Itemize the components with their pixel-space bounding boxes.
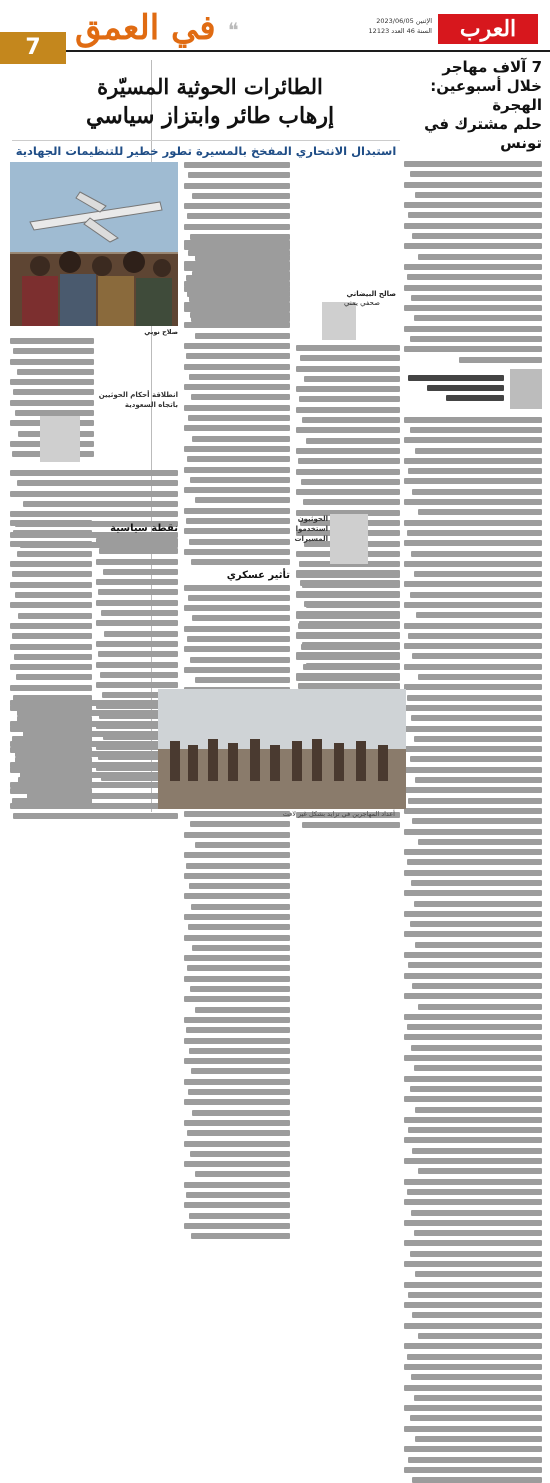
subtitle-military: تأثير عسكري <box>226 569 290 581</box>
author-photo-2 <box>40 416 80 462</box>
issue-info <box>352 16 432 36</box>
side-author-photo <box>510 369 542 409</box>
side-story <box>404 58 542 818</box>
author-photo-3 <box>330 514 368 564</box>
page-number: 7 <box>0 32 66 64</box>
migrants-photo-illustration <box>158 689 406 809</box>
page-header <box>0 0 550 60</box>
side-story-headline <box>404 58 542 153</box>
pull-quote-2: الحوثيون استخدموا المسيرات <box>294 515 328 543</box>
text-column-5 <box>10 700 178 824</box>
side-story-text-2 <box>404 417 542 1483</box>
side-story-text <box>404 161 542 363</box>
side-author-text <box>408 375 504 406</box>
subtitle-political: نقطة سياسية <box>110 523 178 534</box>
side-headline-line: حلم مشترك في تونس <box>424 115 542 152</box>
migrants-photo <box>158 689 406 809</box>
photo-caption: صلاح نوبي <box>144 328 178 336</box>
author-name-1: صالح البيضاني <box>346 290 396 298</box>
main-headline <box>25 72 395 131</box>
section-title: في العمق <box>75 8 216 48</box>
author-photo-1 <box>322 302 356 340</box>
main-subheadline: استبدال الانتحاري المفخخ بالمسيرة تطور خطير للتنظيمات الجهادية <box>12 140 400 158</box>
date-line: الإثنين 2023/06/05 <box>376 17 432 25</box>
main-headline-line-1: الطائرات الحوثية المسيّرة <box>97 74 323 99</box>
side-headline-line: 7 آلاف مهاجر <box>442 58 542 76</box>
side-headline-line: خلال أسبوعين: الهجرة <box>430 77 542 114</box>
side-author-box <box>404 369 542 411</box>
pull-quote-1: انطلاقة أحكام الحوثيين باتجاه السعودية <box>98 391 178 409</box>
issue-line: السنة 46 العدد 12123 <box>368 27 432 35</box>
drone-photo-illustration <box>10 162 178 326</box>
photo-footer-caption: أعداد المهاجرين في تزايد بشكل غير لافت <box>282 810 395 818</box>
author-role-1: صحفي يمني <box>343 299 380 307</box>
newspaper-logo: العرب <box>438 14 538 44</box>
main-headline-line-2: إرهاب طائر وابتزاز سياسي <box>85 103 335 129</box>
drone-photo <box>10 162 178 326</box>
quote-mark-icon: ❝ <box>228 18 239 42</box>
